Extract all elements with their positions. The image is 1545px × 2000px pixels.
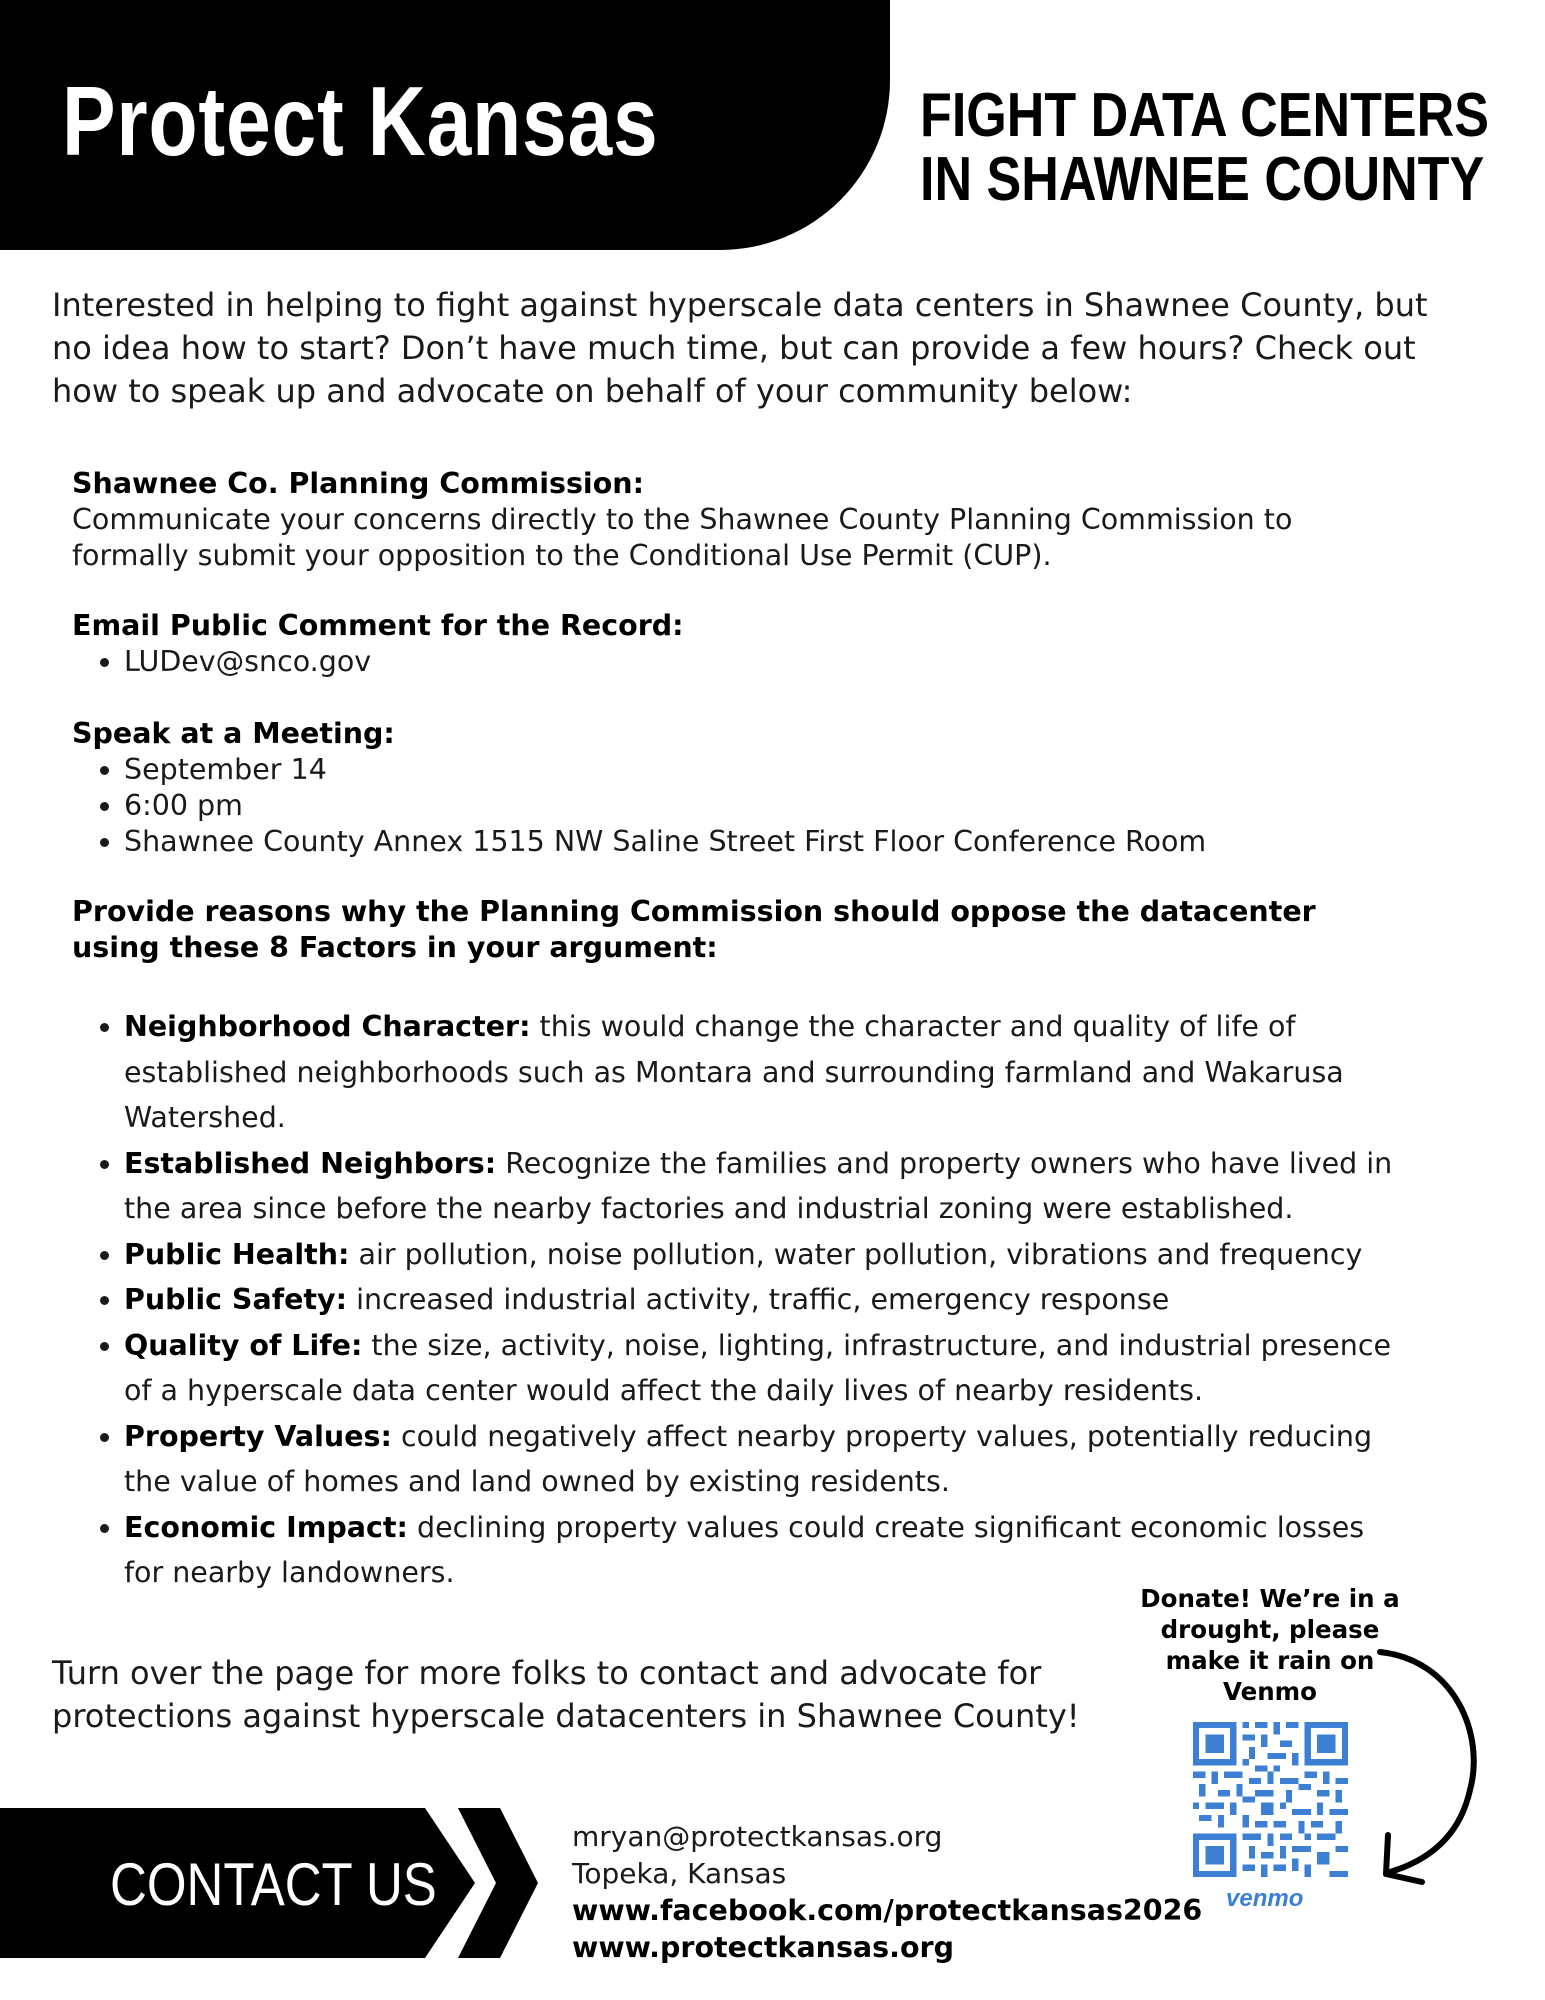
email-section: [72, 608, 1402, 680]
venmo-logo: venmo: [1226, 1885, 1304, 1912]
list-item: [124, 1323, 1412, 1414]
factors-list: [72, 1004, 1412, 1596]
factor-label: Public Safety:: [124, 1283, 348, 1316]
curved-arrow-icon: [1360, 1640, 1500, 1890]
meeting-date: • September 14: [124, 752, 1402, 788]
list-item: [124, 1414, 1412, 1505]
meeting-time: • 6:00 pm: [124, 788, 1402, 824]
list-item: [124, 1505, 1412, 1596]
facebook-link[interactable]: www.facebook.com/protectkansas2026: [572, 1894, 1203, 1927]
factor-label: Established Neighbors:: [124, 1146, 497, 1180]
list-item: [124, 1004, 1412, 1141]
meeting-section: [72, 716, 1402, 860]
factors-intro-text: Provide reasons why the Planning Commission should oppose the datacenter using these 8 Factors in your argument:: [72, 895, 1316, 964]
email-heading: Email Public Comment for the Record:: [72, 609, 684, 642]
factor-text: Recognize the families and property owners who have lived in the area since before the nearby factories and industrial zoning were established.: [124, 1146, 1393, 1225]
factor-label: Neighborhood Character:: [124, 1010, 531, 1043]
headline: [920, 81, 1489, 214]
email-address[interactable]: • LUDev@snco.gov: [124, 644, 1402, 680]
list-item: [124, 1277, 1412, 1323]
website-link[interactable]: www.protectkansas.org: [572, 1931, 954, 1964]
planning-heading: Shawnee Co. Planning Commission:: [72, 467, 644, 500]
headline-line-2: IN SHAWNEE COUNTY: [920, 145, 1485, 214]
intro-paragraph: Interested in helping to fight against hyperscale data centers in Shawnee County, but no idea how to start? Don’t have much time, but can provide a few hours? Check out how to speak up and advocate on behalf of your community below:: [52, 286, 1428, 410]
factor-text: increased industrial activity, traffic, emergency response: [347, 1283, 1170, 1316]
meeting-heading: Speak at a Meeting:: [72, 717, 395, 750]
factor-text: could negatively affect nearby property values, potentially reducing the value of homes and land owned by existing residents.: [124, 1419, 1373, 1498]
headline-line-1: FIGHT DATA CENTERS: [920, 81, 1489, 150]
factor-text: declining property values could create significant economic losses for nearby landowners.: [124, 1510, 1365, 1589]
meeting-location: • Shawnee County Annex 1515 NW Saline Street First Floor Conference Room: [124, 824, 1402, 860]
factor-text: the size, activity, noise, lighting, infrastructure, and industrial presence of a hyperscale data center would affect the daily lives of nearby residents.: [124, 1328, 1392, 1407]
turn-over-note: Turn over the page for more folks to contact and advocate for protections against hyperscale datacenters in Shawnee County!: [52, 1654, 1080, 1735]
contact-location: Topeka, Kansas: [572, 1857, 787, 1890]
contact-us-label: CONTACT US: [110, 1851, 437, 1918]
list-item: [124, 1141, 1412, 1232]
contact-info: [572, 1818, 1202, 1966]
factor-label: Property Values:: [124, 1419, 392, 1453]
planning-text: Communicate your concerns directly to the Shawnee County Planning Commission to formally submit your opposition to the Conditional Use Permit (CUP).: [72, 503, 1293, 572]
donate-callout: Donate! We’re in a drought, please make it rain on Venmo: [1140, 1584, 1400, 1706]
factor-label: Public Health:: [124, 1237, 350, 1271]
list-item: [124, 1232, 1412, 1278]
factor-text: air pollution, noise pollution, water pollution, vibrations and frequency: [349, 1237, 1363, 1271]
venmo-qr-code[interactable]: [1193, 1722, 1348, 1877]
planning-section: [72, 466, 1402, 574]
factor-text: this would change the character and quality of life of established neighborhoods such as Montara and surrounding farmland and Wakarusa Watershed.: [124, 1010, 1344, 1134]
factor-label: Economic Impact:: [124, 1510, 408, 1544]
factors-intro: [72, 894, 1402, 966]
contact-email[interactable]: mryan@protectkansas.org: [572, 1820, 943, 1853]
brand-title: Protect Kansas: [62, 66, 659, 176]
factor-label: Quality of Life:: [124, 1328, 363, 1362]
